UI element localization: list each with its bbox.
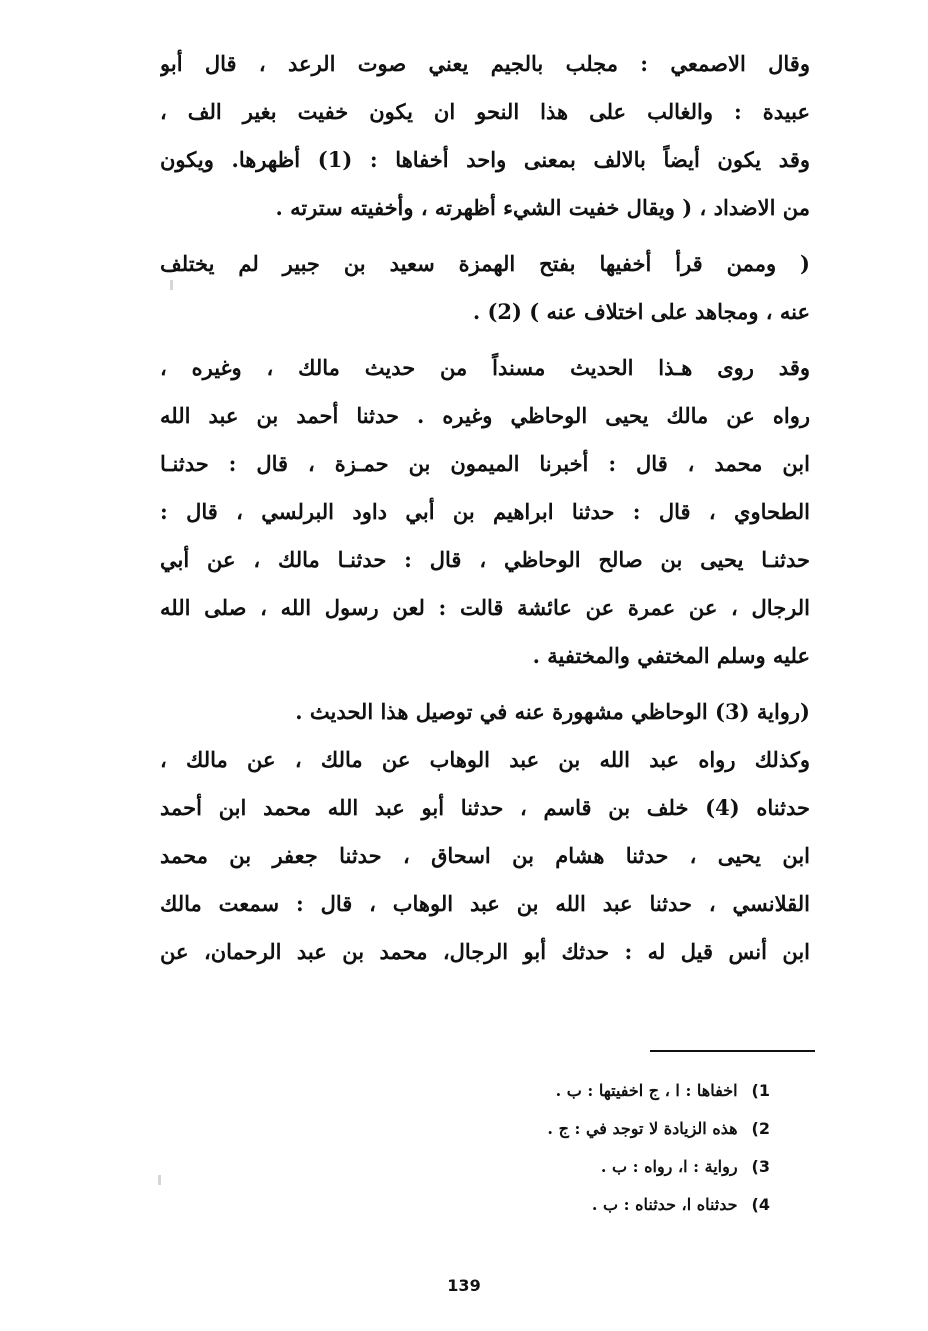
footnote-number: 3) [751,1157,770,1176]
text-line: وكذلك رواه عبد الله بن عبد الوهاب عن مالك ، عن مالك ، [160,747,810,772]
footnote-number: 4) [751,1195,770,1214]
paragraph [160,688,810,976]
page-number: 139 [447,1276,481,1295]
footnote-text: رواية : ا، رواه : ب . [600,1157,738,1176]
text-line: (رواية (3) الوحاظي مشهورة عنه في توصيل هذا الحديث . [295,699,810,724]
main-text [160,40,810,976]
text-line: عبيدة : والغالب على هذا النحو ان يكون خفيت بغير الف ، [160,99,810,124]
text-line: وقد يكون أيضاً بالالف بمعنى واحد أخفاها : (1) أظهرها. ويكون [160,147,810,172]
footnote [460,1072,770,1110]
text-line: الرجال ، عن عمرة عن عائشة قالت : لعن رسول الله ، صلى الله [160,595,810,620]
footnote [460,1110,770,1148]
text-line: وقال الاصمعي : مجلب بالجيم يعني صوت الرعد ، قال أبو [160,51,810,76]
scan-speck [170,280,173,290]
text-line: ( وممن قرأ أخفيها بفتح الهمزة سعيد بن جبير لم يختلف [160,251,810,276]
text-line: الطحاوي ، قال : حدثنا ابراهيم بن أبي داود البرلسي ، قال : [160,499,810,524]
text-line: رواه عن مالك يحيى الوحاظي وغيره . حدثنا أحمد بن عبد الله [160,403,810,428]
footnote [460,1186,770,1224]
footnote-divider [650,1050,815,1052]
paragraph [160,344,810,680]
footnote [460,1148,770,1186]
paragraph [160,240,810,336]
footnote-text: اخفاها : ا ، ج اخفيتها : ب . [555,1081,738,1100]
footnote-number: 1) [751,1081,770,1100]
text-line: حدثناه (4) خلف بن قاسم ، حدثنا أبو عبد الله محمد ابن أحمد [160,795,810,820]
text-line: ابن يحيى ، حدثنا هشام بن اسحاق ، حدثنا جعفر بن محمد [160,843,810,868]
text-line: القلانسي ، حدثنا عبد الله بن عبد الوهاب ، قال : سمعت مالك [160,891,810,916]
text-line: عليه وسلم المختفي والمختفية . [532,643,810,668]
text-line: ابن أنس قيل له : حدثك أبو الرجال، محمد بن عبد الرحمان، عن [160,939,810,964]
text-line: ابن محمد ، قال : أخبرنا الميمون بن حمـزة ، قال : حدثنـا [160,451,810,476]
text-line: وقد روى هـذا الحديث مسنداً من حديث مالك ، وغيره ، [160,355,810,380]
footnote-text: حدثناه ا، حدثناه : ب . [591,1195,738,1214]
text-line: من الاضداد ، ( ويقال خفيت الشيء أظهرته ، وأخفيته سترته . [275,195,810,220]
text-line: حدثنـا يحيى بن صالح الوحاظي ، قال : حدثنـا مالك ، عن أبي [160,547,810,572]
paragraph [160,40,810,232]
text-line: عنه ، ومجاهد على اختلاف عنه ) (2) . [472,299,810,324]
footnotes [460,1072,770,1224]
footnote-text: هذه الزيادة لا توجد في : ج . [547,1119,738,1138]
scan-speck [158,1175,161,1185]
footnote-number: 2) [751,1119,770,1138]
